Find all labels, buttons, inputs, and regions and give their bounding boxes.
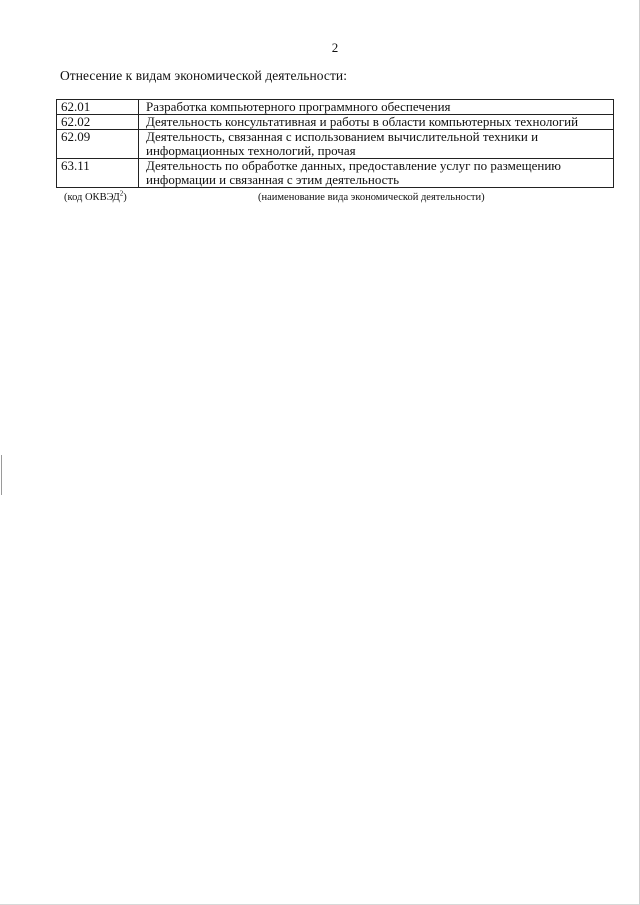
code-caption-close: ) [123,192,127,203]
okved-code: 63.11 [57,159,139,188]
okved-table [56,99,614,188]
okved-code: 62.01 [57,100,139,115]
table-row [57,100,614,115]
page-number: 2 [331,40,339,55]
scan-margin-mark [1,455,2,495]
intro-heading: Отнесение к видам экономической деятельности: [60,68,347,83]
table-row [57,159,614,188]
okved-code: 62.02 [57,115,139,130]
okved-code: 62.09 [57,130,139,159]
code-column-caption [64,189,127,203]
table-row [57,115,614,130]
activity-name: Деятельность, связанная с использованием вычислительной техники и информационных технологий, прочая [139,130,614,159]
code-caption-label: (код ОКВЭД [64,192,120,203]
name-column-caption: (наименование вида экономической деятельности) [258,192,485,203]
footnote-marker: 2 [119,189,124,198]
activity-name: Разработка компьютерного программного обеспечения [139,100,614,115]
activity-name: Деятельность по обработке данных, предоставление услуг по размещению информации и связанная с этим деятельность [139,159,614,188]
activity-name: Деятельность консультативная и работы в области компьютерных технологий [139,115,614,130]
table-row [57,130,614,159]
